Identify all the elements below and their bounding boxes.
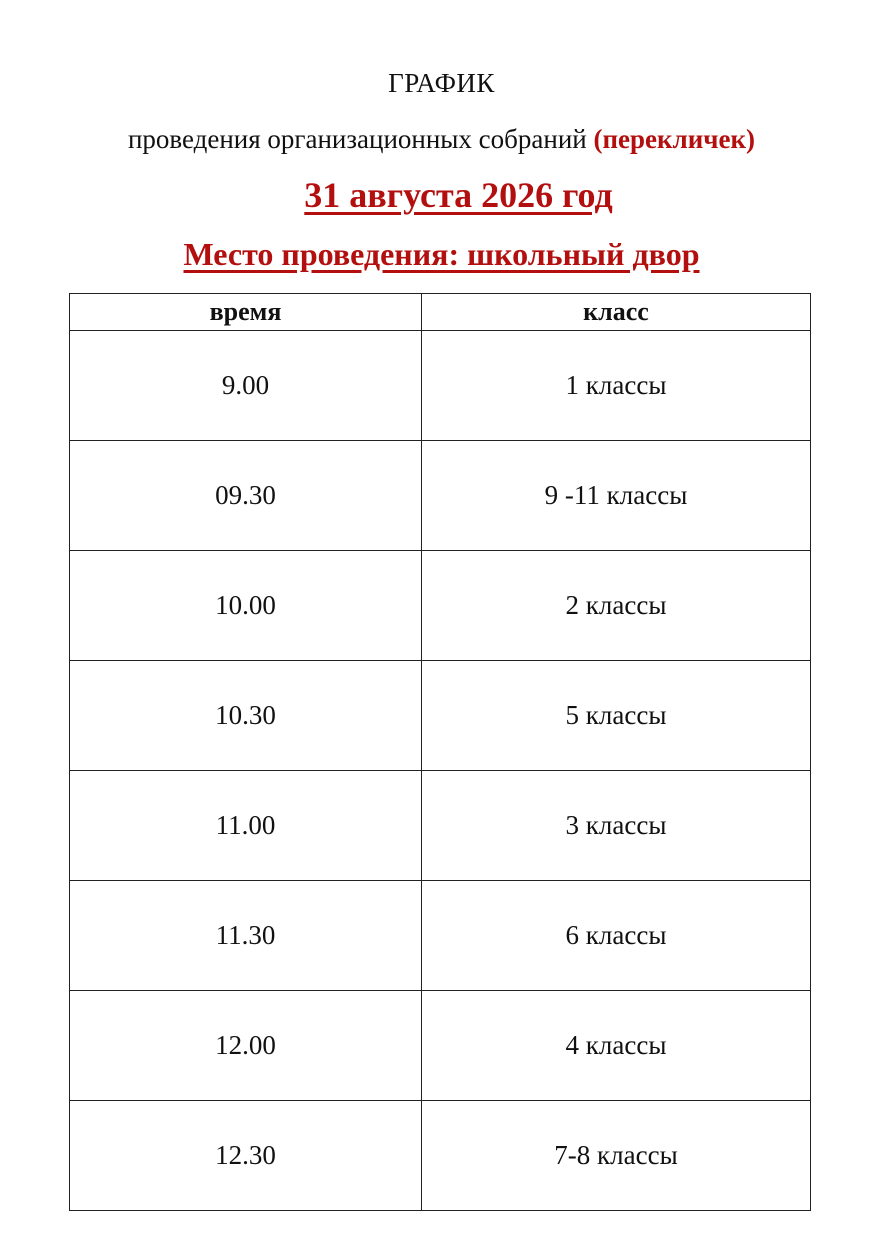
cell-time: 09.30 [70,441,422,551]
cell-class: 9 -11 классы [422,441,811,551]
cell-class: 4 классы [422,991,811,1101]
event-place [0,236,883,273]
cell-class: 5 классы [422,661,811,771]
cell-time: 10.30 [70,661,422,771]
cell-time: 11.30 [70,881,422,991]
cell-time: 11.00 [70,771,422,881]
cell-class: 6 классы [422,881,811,991]
event-date [0,174,883,216]
cell-time: 9.00 [70,331,422,441]
table-row [70,1101,811,1211]
event-place-text: Место проведения: школьный двор [183,236,700,272]
table-row [70,771,811,881]
cell-time: 10.00 [70,551,422,661]
table-row [70,661,811,771]
cell-class: 7-8 классы [422,1101,811,1211]
table-row [70,551,811,661]
header-class: класс [422,294,811,331]
subtitle-main-text: проведения организационных собраний [127,124,587,154]
cell-time: 12.30 [70,1101,422,1211]
document-subtitle [0,124,883,155]
cell-class: 1 классы [422,331,811,441]
document-title: ГРАФИК [388,68,495,98]
table-row [70,881,811,991]
event-date-text: 31 августа 2026 год [304,175,613,215]
table-row [70,331,811,441]
subtitle-highlight-text: (перекличек) [593,124,756,154]
schedule-table [69,293,811,1211]
cell-class: 3 классы [422,771,811,881]
header-time: время [70,294,422,331]
table-row [70,991,811,1101]
cell-class: 2 классы [422,551,811,661]
table-header-row [70,294,811,331]
cell-time: 12.00 [70,991,422,1101]
table-row [70,441,811,551]
